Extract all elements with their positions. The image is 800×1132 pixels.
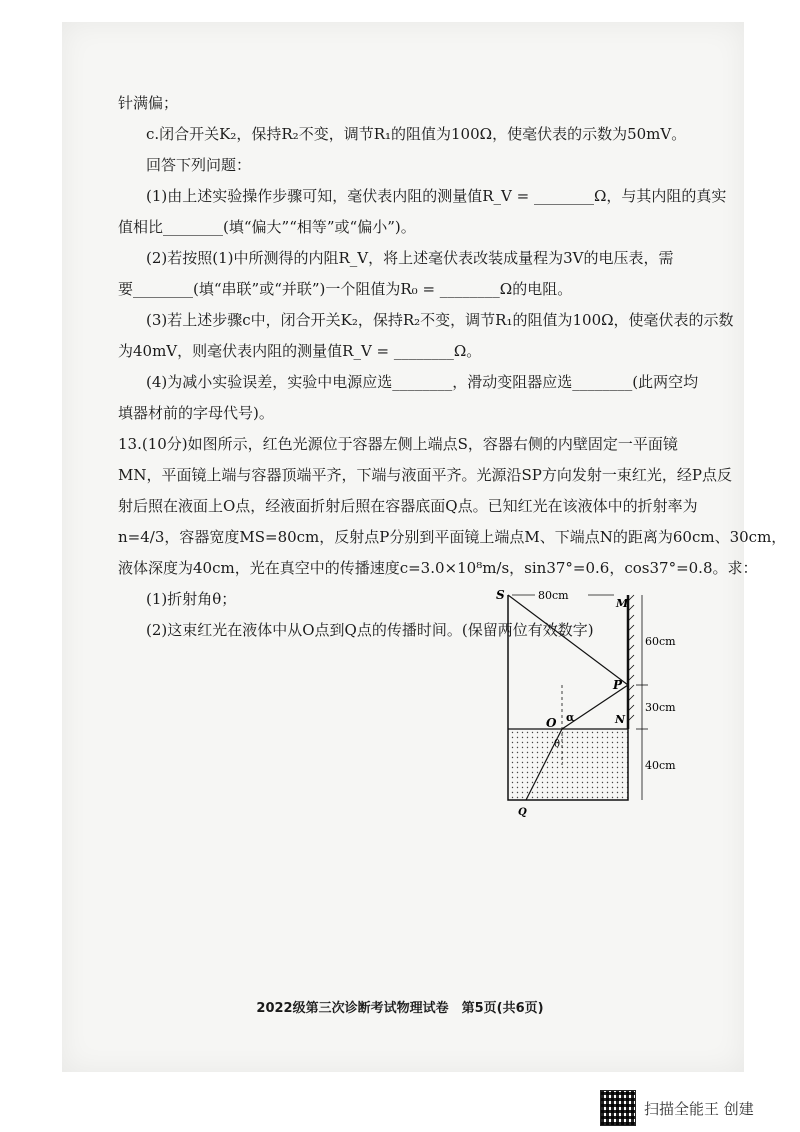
text-line: 13.(10分)如图所示，红色光源位于容器左侧上端点S，容器右侧的内壁固定一平面镜 bbox=[118, 435, 678, 453]
text-line: 射后照在液面上O点，经液面折射后照在容器底面Q点。已知红光在该液体中的折射率为 bbox=[118, 497, 698, 515]
label-q: Q bbox=[518, 807, 527, 818]
text-line: 液体深度为40cm，光在真空中的传播速度c=3.0×10⁸m/s，sin37°=0.6，cos37°=0.8。求： bbox=[118, 559, 758, 577]
text-line: (3)若上述步骤c中，闭合开关K₂，保持R₂不变，调节R₁的阻值为100Ω，使毫伏表的示数 bbox=[146, 311, 734, 329]
dim-30-label: 30cm bbox=[645, 701, 676, 714]
text-line: 要________(填“串联”或“并联”)一个阻值为R₀ = ________Ω的电阻。 bbox=[118, 280, 573, 298]
label-s: S bbox=[496, 588, 505, 602]
text-line: 填器材前的字母代号)。 bbox=[118, 404, 274, 422]
qr-code-icon bbox=[600, 1090, 636, 1126]
label-o: O bbox=[546, 716, 557, 730]
label-theta: θ bbox=[554, 739, 561, 750]
text-line: (1)由上述实验操作步骤可知，毫伏表内阻的测量值R_V = ________Ω，与其内阻的真实 bbox=[146, 187, 727, 205]
label-alpha: α bbox=[566, 711, 575, 724]
text-line: (1)折射角θ； bbox=[146, 590, 237, 608]
scanner-watermark bbox=[600, 1090, 754, 1126]
text-line: c.闭合开关K₂，保持R₂不变，调节R₁的阻值为100Ω，使毫伏表的示数为50mV。 bbox=[146, 125, 687, 143]
page-footer: 2022级第三次诊断考试物理试卷 第5页(共6页) bbox=[256, 1001, 544, 1016]
text-line: 针满偏； bbox=[118, 94, 179, 112]
ray-sp bbox=[508, 595, 628, 685]
label-n: N bbox=[615, 713, 626, 726]
dim-60-label: 60cm bbox=[645, 635, 676, 648]
text-line: (2)若按照(1)中所测得的内阻R_V，将上述毫伏表改装成量程为3V的电压表，需 bbox=[146, 249, 674, 267]
liquid bbox=[508, 729, 628, 800]
optics-diagram bbox=[490, 585, 680, 820]
watermark-text: 扫描全能王 创建 bbox=[644, 1099, 754, 1118]
text-line: 为40mV，则毫伏表内阻的测量值R_V = ________Ω。 bbox=[118, 342, 482, 360]
text-line: 值相比________(填“偏大”“相等”或“偏小”)。 bbox=[118, 218, 416, 236]
text-line: (2)这束红光在液体中从O点到Q点的传播时间。(保留两位有效数字) bbox=[146, 621, 594, 639]
question-text bbox=[118, 88, 787, 646]
label-m: M bbox=[616, 597, 629, 610]
text-line: 回答下列问题： bbox=[146, 156, 252, 174]
label-p: P bbox=[613, 678, 623, 692]
text-line: MN，平面镜上端与容器顶端平齐，下端与液面平齐。光源沿SP方向发射一束红光，经P点反 bbox=[118, 466, 732, 484]
text-line: n=4/3，容器宽度MS=80cm，反射点P分别到平面镜上端点M、下端点N的距离为60cm、30cm， bbox=[118, 528, 787, 546]
dim-40-label: 40cm bbox=[645, 759, 676, 772]
text-line: (4)为减小实验误差，实验中电源应选________，滑动变阻器应选________(此两空均 bbox=[146, 373, 699, 391]
dim-width-label: 80cm bbox=[538, 589, 569, 602]
